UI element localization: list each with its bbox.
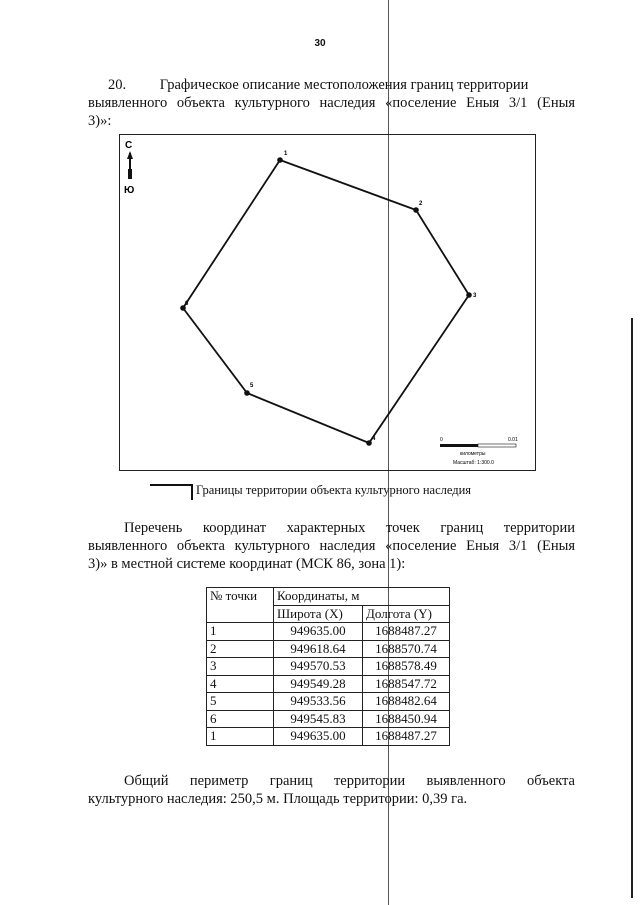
- cell-x: 949635.00: [274, 728, 363, 746]
- header-coordinates: Координаты, м: [274, 588, 450, 606]
- cell-point: 6: [207, 710, 274, 728]
- header-longitude: Долгота (Y): [363, 605, 450, 623]
- map-canvas: [120, 135, 534, 469]
- vertex-3: [466, 292, 472, 298]
- header-point: № точки: [207, 588, 274, 623]
- cell-x: 949570.53: [274, 658, 363, 676]
- coordinates-table: [206, 587, 450, 746]
- table-row: [207, 640, 450, 658]
- table-row: [207, 658, 450, 676]
- cell-x: 949545.83: [274, 710, 363, 728]
- vertex-label-4: 4: [372, 436, 376, 442]
- boundary-polygon: [183, 160, 469, 443]
- summary-line-1: Общий периметр границ территории выявленного объекта: [124, 773, 575, 789]
- cell-y: 1688578.49: [363, 658, 450, 676]
- summary-paragraph: [88, 772, 575, 808]
- vertex-2: [413, 207, 419, 213]
- cell-y: 1688487.27: [363, 728, 450, 746]
- cell-x: 949533.56: [274, 693, 363, 711]
- scale-bar: [440, 437, 518, 466]
- scale-end: 0.01: [508, 437, 518, 443]
- table-row: [207, 675, 450, 693]
- section-number: 20.: [108, 77, 127, 93]
- legend-label: Границы территории объекта культурного наследия: [196, 483, 472, 497]
- vertex-label-6: 6: [185, 301, 189, 307]
- table-row: [207, 728, 450, 746]
- heading-text-3: 3)»:: [88, 113, 112, 129]
- compass-north-label: С: [125, 140, 133, 151]
- boundary-map: [119, 134, 536, 471]
- cell-x: 949618.64: [274, 640, 363, 658]
- cell-point: 2: [207, 640, 274, 658]
- scale-zero: 0: [440, 437, 443, 443]
- vertex-4: [366, 440, 372, 446]
- coords-intro-line-2: выявленного объекта культурного наследия «поселение Еныя 3/1 (Еныя: [88, 538, 575, 554]
- scale-ratio: Масштаб: 1:300.0: [453, 460, 494, 466]
- table-row: [207, 693, 450, 711]
- cell-point: 5: [207, 693, 274, 711]
- cell-y: 1688570.74: [363, 640, 450, 658]
- compass-south-label: Ю: [124, 185, 135, 196]
- page-number: 30: [314, 38, 326, 49]
- cell-point: 1: [207, 728, 274, 746]
- section-heading-line-1: [88, 76, 575, 94]
- cell-y: 1688482.64: [363, 693, 450, 711]
- heading-text-2: выявленного объекта культурного наследия «поселение Еныя 3/1 (Еныя: [88, 95, 575, 111]
- vertex-label-2: 2: [419, 201, 423, 207]
- coords-intro-line-1: Перечень координат характерных точек границ территории: [124, 520, 575, 536]
- legend-line-icon: [150, 484, 191, 486]
- cell-point: 4: [207, 675, 274, 693]
- scan-artifact-right-edge: [631, 318, 633, 898]
- map-legend: [150, 481, 550, 499]
- table-header-row: [207, 588, 450, 606]
- vertex-1: [277, 157, 283, 163]
- header-latitude: Широта (X): [274, 605, 363, 623]
- vertex-label-1: 1: [284, 151, 288, 157]
- north-arrow-icon: [124, 140, 134, 196]
- scale-unit: километры: [460, 451, 486, 457]
- cell-point: 1: [207, 623, 274, 641]
- summary-line-2: культурного наследия: 250,5 м. Площадь территории: 0,39 га.: [88, 791, 468, 807]
- cell-x: 949635.00: [274, 623, 363, 641]
- cell-point: 3: [207, 658, 274, 676]
- coordinates-intro: [88, 519, 575, 573]
- vertex-label-3: 3: [473, 293, 477, 299]
- cell-x: 949549.28: [274, 675, 363, 693]
- table-row: [207, 623, 450, 641]
- table-row: [207, 710, 450, 728]
- legend-bar-icon: [191, 484, 193, 500]
- heading-text-1: Графическое описание местоположения границ территории: [159, 77, 529, 93]
- cell-y: 1688547.72: [363, 675, 450, 693]
- vertex-5: [244, 390, 250, 396]
- cell-y: 1688450.94: [363, 710, 450, 728]
- coords-intro-line-3: 3)» в местной системе координат (МСК 86, зона 1):: [88, 556, 406, 572]
- cell-y: 1688487.27: [363, 623, 450, 641]
- vertex-label-5: 5: [250, 383, 254, 389]
- section-heading: [88, 76, 575, 130]
